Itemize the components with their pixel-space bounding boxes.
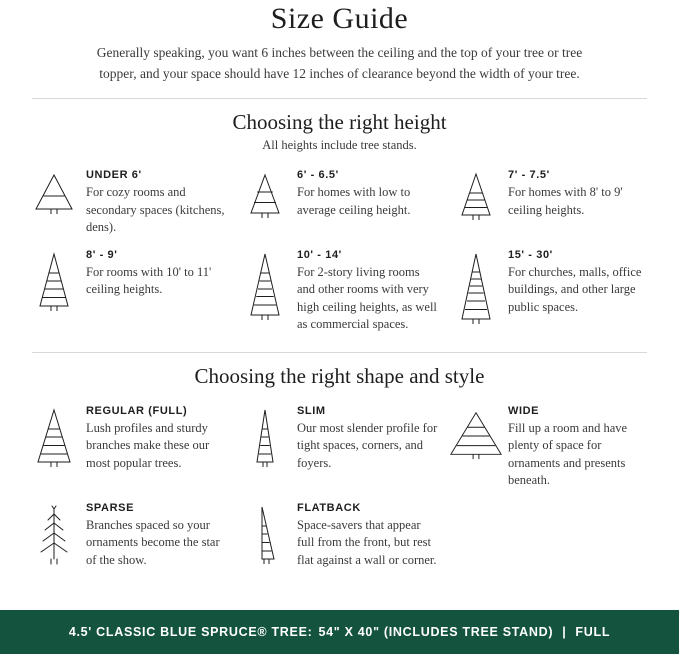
- shape-option-desc: Fill up a room and have plenty of space for ornaments and presents beneath.: [508, 420, 628, 487]
- divider-middle: [32, 352, 647, 353]
- height-option-desc: For rooms with 10' to 11' ceiling heights.: [86, 264, 212, 296]
- tree-3-tier-icon: [237, 169, 293, 219]
- height-section-subtitle: All heights include tree stands.: [262, 138, 417, 152]
- height-option-desc: For homes with low to average ceiling height.: [297, 185, 411, 217]
- height-option-label: UNDER 6': [86, 169, 142, 181]
- page-title: Size Guide: [270, 2, 409, 35]
- height-options-grid: [0, 161, 679, 338]
- tree-slim-icon: [237, 405, 293, 469]
- shape-option: [444, 397, 655, 494]
- height-option-label: 15' - 30': [508, 248, 553, 261]
- intro-text: Generally speaking, you want 6 inches between the ceiling and the top of your tree or tree topper, and your space should have 12 inches of clearance beyond the width of your tree.: [96, 45, 583, 81]
- height-option-label: 6' - 6.5': [297, 169, 339, 181]
- shape-option-desc: Branches spaced so your ornaments become the star of the show.: [86, 517, 220, 567]
- height-option: [444, 161, 655, 241]
- height-section-title: Choosing the right height: [232, 110, 447, 134]
- shape-option-label: REGULAR (FULL): [86, 404, 188, 417]
- tree-6-tier-icon: [237, 249, 293, 323]
- shape-option-label: SLIM: [297, 404, 326, 417]
- tree-4-tier-icon: [448, 169, 504, 221]
- shape-option: [233, 397, 444, 494]
- height-option: [233, 241, 444, 338]
- shape-option-desc: Lush profiles and sturdy branches make these our most popular trees.: [86, 420, 210, 470]
- tree-5-tier-icon: [26, 249, 82, 313]
- height-option: [22, 161, 233, 241]
- shape-option: [22, 397, 233, 494]
- footer-product-name: 4.5' CLASSIC BLUE SPRUCE® TREE:: [68, 625, 313, 639]
- shape-section-title: Choosing the right shape and style: [194, 363, 485, 388]
- tree-sparse-icon: [26, 502, 82, 566]
- height-option: [233, 161, 444, 241]
- height-option: [22, 241, 233, 338]
- shape-option-desc: Our most slender profile for tight spaces, corners, and foyers.: [297, 420, 438, 470]
- height-option-label: 7' - 7.5': [508, 169, 550, 181]
- footer-dimensions: 54" X 40" (INCLUDES TREE STAND): [318, 625, 554, 639]
- footer-separator: |: [562, 625, 567, 639]
- height-option-label: 10' - 14': [297, 248, 342, 261]
- shape-option-label: FLATBACK: [297, 501, 361, 514]
- tree-regular-full-icon: [26, 405, 82, 469]
- tree-flatback-icon: [237, 502, 293, 566]
- footer-style: FULL: [575, 625, 611, 639]
- shape-option-label: WIDE: [508, 404, 540, 417]
- height-option-desc: For homes with 8' to 9' ceiling heights.: [508, 185, 623, 217]
- shape-option-label: SPARSE: [86, 501, 135, 514]
- tree-wide-icon: [448, 405, 504, 463]
- height-option-desc: For churches, malls, office buildings, and other large public spaces.: [508, 264, 642, 314]
- height-option-desc: For cozy rooms and secondary spaces (kitchens, dens).: [86, 185, 225, 234]
- shape-option: [22, 494, 233, 578]
- shape-option-desc: Space-savers that appear full from the front, but rest flat against a wall or corner.: [297, 517, 437, 567]
- divider-top: [32, 98, 647, 99]
- shape-options-grid: [0, 397, 679, 578]
- product-footer-bar: [0, 610, 679, 654]
- tree-7-tier-icon: [448, 249, 504, 327]
- shape-option: [233, 494, 444, 578]
- tree-2-tier-icon: [26, 169, 82, 215]
- height-option: [444, 241, 655, 338]
- height-option-desc: For 2-story living rooms and other rooms with very high ceiling heights, as well as commercial spaces.: [297, 264, 437, 331]
- height-option-label: 8' - 9': [86, 248, 118, 261]
